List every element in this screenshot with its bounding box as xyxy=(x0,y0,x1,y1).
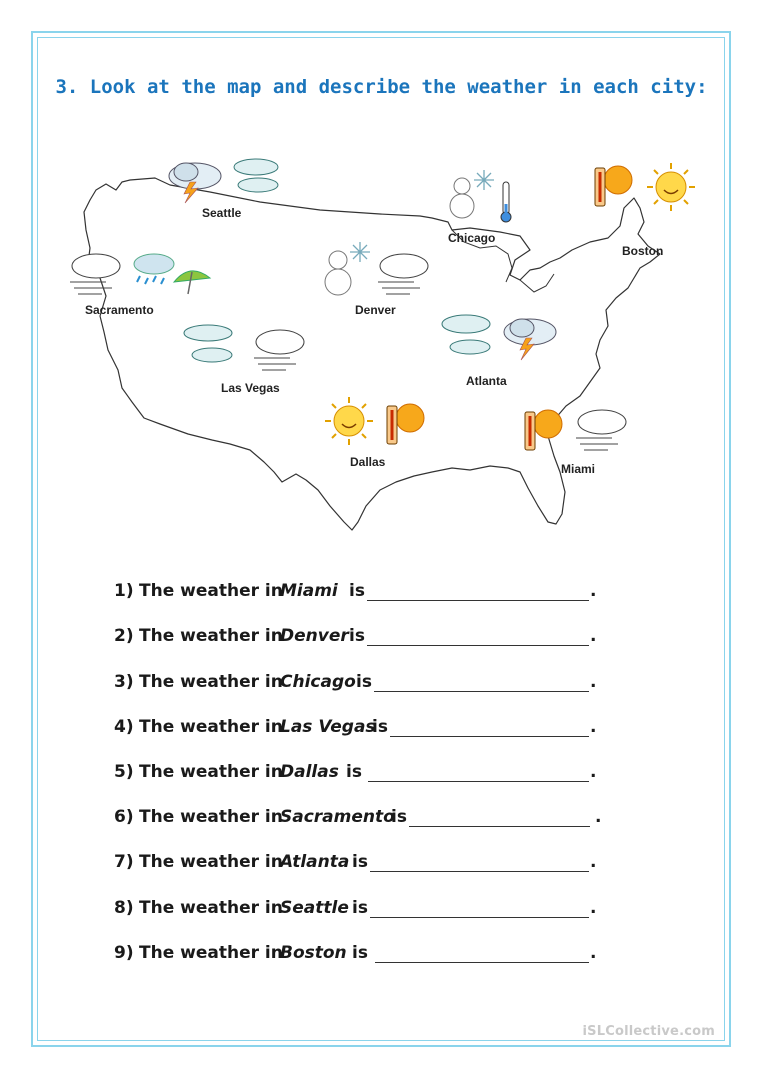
answer-blank[interactable] xyxy=(368,781,589,782)
hot-thermometer-icon xyxy=(522,402,568,452)
storm-cloud-icon xyxy=(500,314,560,362)
exercise-title: 3. Look at the map and describe the weather in each city: xyxy=(55,76,708,98)
question-city: Seattle xyxy=(280,898,349,918)
city-label-atlanta: Atlanta xyxy=(466,374,507,388)
question-row: 8) The weather in Seattle is . xyxy=(114,898,597,918)
question-row: 4) The weather in Las Vegas is . xyxy=(114,717,597,737)
sunny-icon xyxy=(644,160,698,214)
question-city: Sacramento xyxy=(280,807,395,827)
city-label-denver: Denver xyxy=(355,303,396,317)
sunny-icon xyxy=(322,394,376,448)
hot-thermometer-icon xyxy=(592,158,638,208)
city-label-seattle: Seattle xyxy=(202,206,242,220)
hot-thermometer-icon xyxy=(384,396,430,446)
city-label-las-vegas: Las Vegas xyxy=(221,381,280,395)
question-row: 7) The weather in Atlanta is . xyxy=(114,852,597,872)
cloudy-icon xyxy=(180,322,238,368)
snowman-icon xyxy=(444,164,496,220)
question-city: Chicago xyxy=(280,672,356,692)
windy-cloud-icon xyxy=(570,404,630,452)
answer-blank[interactable] xyxy=(367,600,589,601)
question-city: Boston xyxy=(280,943,347,963)
city-label-miami: Miami xyxy=(561,462,596,476)
question-city: Miami xyxy=(280,581,338,601)
snowman-icon xyxy=(318,236,374,296)
cloudy-icon xyxy=(230,156,282,196)
city-label-sacramento: Sacramento xyxy=(85,303,154,317)
cloudy-icon xyxy=(438,312,498,360)
city-label-boston: Boston xyxy=(622,244,664,258)
watermark: iSLCollective.com xyxy=(582,1024,715,1039)
rain-umbrella-icon xyxy=(130,248,212,298)
answer-blank[interactable] xyxy=(375,962,589,963)
question-city: Dallas xyxy=(280,762,339,782)
usa-map xyxy=(60,150,720,540)
windy-cloud-icon xyxy=(372,248,432,298)
cold-thermometer-icon xyxy=(498,180,514,224)
city-label-chicago: Chicago xyxy=(448,231,496,245)
answer-blank[interactable] xyxy=(374,691,589,692)
storm-cloud-icon xyxy=(164,156,226,204)
answer-blank[interactable] xyxy=(370,917,589,918)
city-label-dallas: Dallas xyxy=(350,455,386,469)
usa-outline xyxy=(84,178,660,530)
answer-blank[interactable] xyxy=(370,871,589,872)
question-city: Las Vegas xyxy=(280,717,376,737)
question-row: 5) The weather in Dallas is . xyxy=(114,762,597,782)
answer-blank[interactable] xyxy=(367,645,589,646)
windy-cloud-icon xyxy=(66,248,124,298)
windy-cloud-icon xyxy=(248,324,308,372)
question-row: 2) The weather in Denver is . xyxy=(114,626,597,646)
question-row: 1) The weather in Miami is . xyxy=(114,581,597,601)
question-city: Denver xyxy=(280,626,349,646)
answer-blank[interactable] xyxy=(390,736,589,737)
question-row: 6) The weather in Sacramento is . xyxy=(114,807,602,827)
answer-blank[interactable] xyxy=(409,826,590,827)
question-row: 3) The weather in Chicago is . xyxy=(114,672,597,692)
question-row: 9) The weather in Boston is . xyxy=(114,943,597,963)
question-city: Atlanta xyxy=(280,852,350,872)
